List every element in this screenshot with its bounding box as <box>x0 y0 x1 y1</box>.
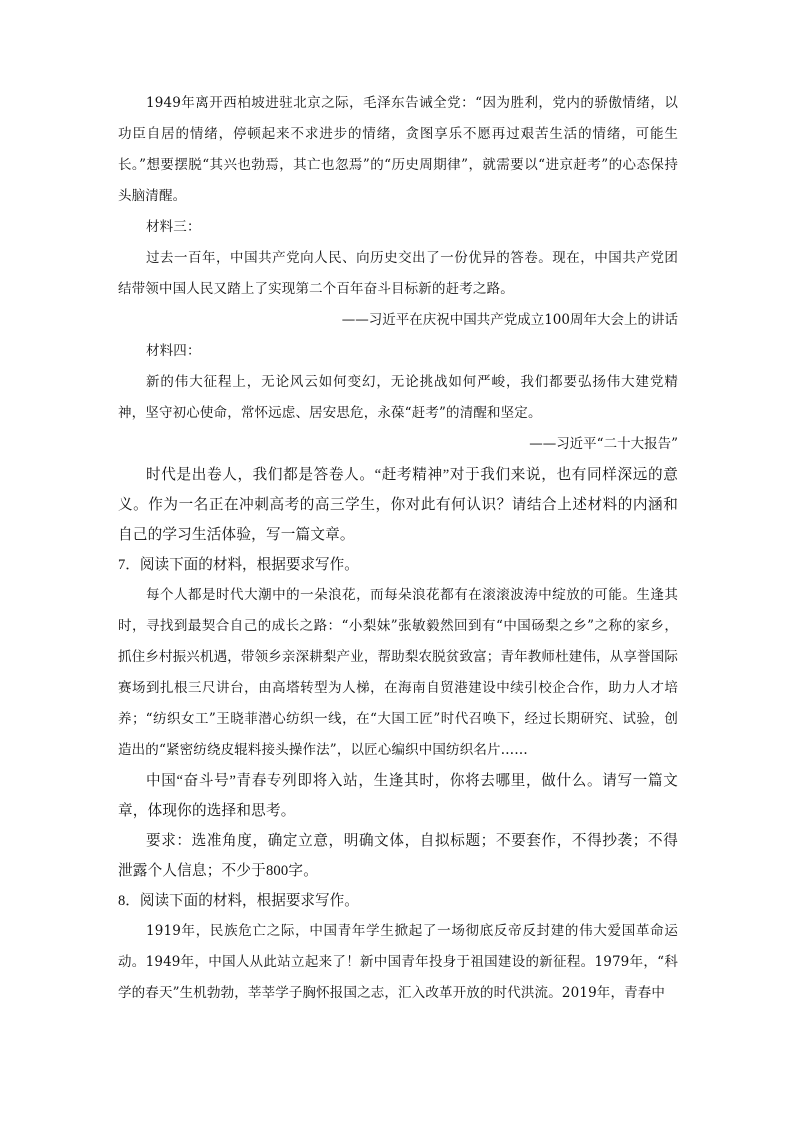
material-three-label: 材料三： <box>146 219 201 235</box>
material-three-text: 过去一百年，中国共产党向人民、向历史交出了一份优异的答卷。现在，中国共产党团结带领中国人民又踏上了实现第二个百年奋斗目标新的赶考之路。 <box>118 250 678 297</box>
question-seven-prompt: 中国“奋斗号”青春专列即将入站，生逢其时，你将去哪里，做什么。请写一篇文章，体现你的选择和思考。 <box>118 773 678 819</box>
question-seven-material: 每个人都是时代大潮中的一朵浪花，而每朵浪花都有在滚滚波涛中绽放的可能。生逢其时，寻找到最契合自己的成长之路：“小梨妹”张敏毅然回到有“中国砀梨之乡”之称的家乡，抓住乡村振兴机遇，带领乡亲深耕梨产业，帮助梨农脱贫致富；青年教师杜建伟，从享誉国际赛场到扎根三尺讲台，由高塔转型为人梯，在海南自贸港建设中续引校企合作，助力人才培养；“纺织女工”王晓菲潜心纺织一线，在“大国工匠”时代召唤下，经过长期研究、试验，创造出的“紧密纺绕皮辊料接头操作法”，以匠心编织中国纺织名片…… <box>118 587 678 758</box>
material-four-text: 新的伟大征程上，无论风云如何变幻，无论挑战如何严峻，我们都要弘扬伟大建党精神，坚守初心使命，常怀远虑、居安思危，永葆“赶考”的清醒和坚定。 <box>118 374 678 421</box>
material-three-source: ——习近平在庆祝中国共产党成立100周年大会上的讲话 <box>341 312 678 328</box>
material-four-source: ——习近平“二十大报告” <box>529 436 678 452</box>
material-two-paragraph: 1949年离开西柏坡进驻北京之际，毛泽东告诫全党：“因为胜利，党内的骄傲情绪，以功臣自居的情绪，停顿起来不求进步的情绪，贪图享乐不愿再过艰苦生活的情绪，可能生长。”想要摆脱“其兴也勃焉，其亡也忽焉”的“历史周期律”，就需要以“进京赶考”的心态保持头脑清醒。 <box>118 95 678 204</box>
question-eight-heading: 8．阅读下面的材料，根据要求写作。 <box>118 893 359 909</box>
question-seven-requirements: 要求：选准角度，确定立意，明确文体，自拟标题；不要套作，不得抄袭；不得泄露个人信息；不少于800字。 <box>118 833 678 879</box>
question-eight-material: 1919年，民族危亡之际，中国青年学生掀起了一场彻底反帝反封建的伟大爱国革命运动。1949年，中国人从此站立起来了！新中国青年投身于祖国建设的新征程。1979年，“科学的春天”生机勃勃，莘莘学子胸怀报国之志，汇入改革开放的时代洪流。2019年，青春中 <box>118 923 678 1001</box>
material-four-label: 材料四： <box>146 343 201 359</box>
document-page <box>118 88 678 1009</box>
question-six-prompt: 时代是出卷人，我们都是答卷人。“赶考精神”对于我们来说，也有同样深远的意义。作为一名正在冲刺高考的高三学生，你对此有何认识？请结合上述材料的内涵和自己的学习生活体验，写一篇文章。 <box>118 467 678 543</box>
question-seven-heading: 7．阅读下面的材料，根据要求写作。 <box>118 557 359 573</box>
